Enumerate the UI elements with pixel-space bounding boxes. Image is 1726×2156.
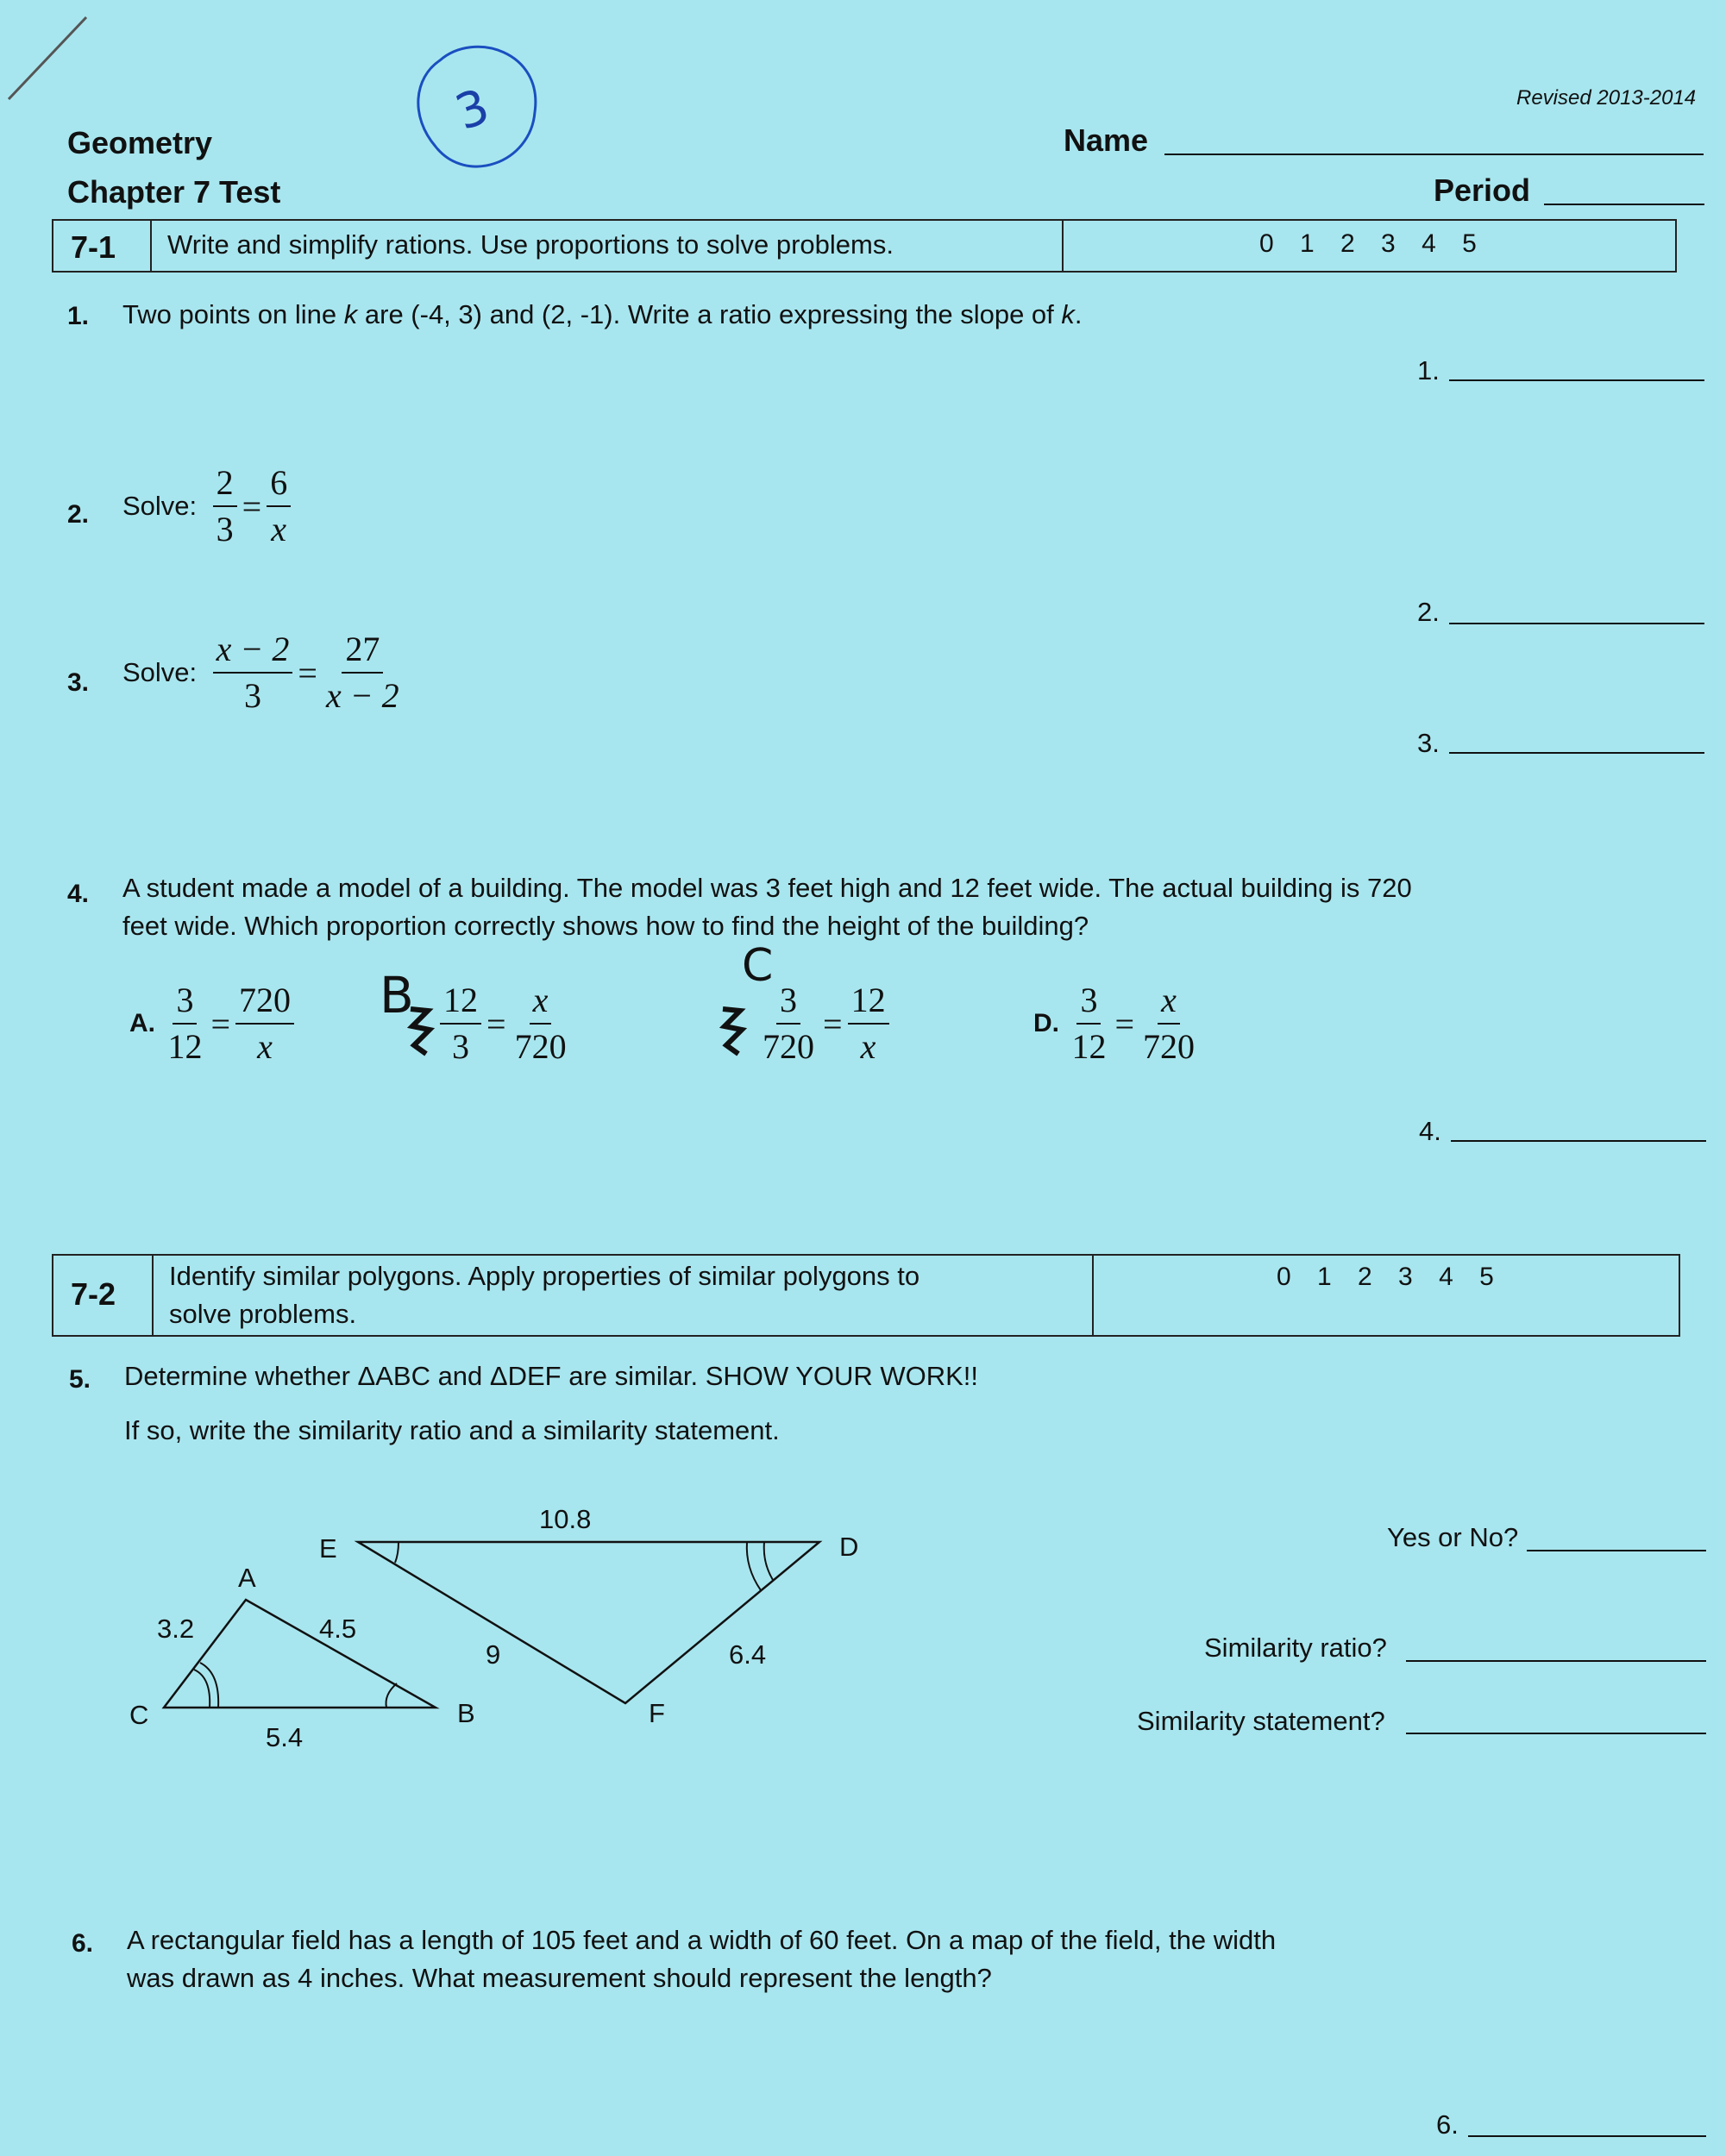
rubric-scale: 0 1 2 3 4 5 [1259,229,1477,258]
answer-3-field[interactable] [1449,752,1704,754]
question-5-line1: Determine whether ΔABC and ΔDEF are similar. SHOW YOUR WORK!! [124,1361,979,1391]
question-4-line1: A student made a model of a building. The model was 3 feet high and 12 feet wide. The actual building is 720 [122,873,1412,903]
angle-mark-e [395,1542,399,1563]
option-a[interactable]: A. $\frac{3}{12}$ = $\frac{720}{x}$ [129,983,294,1064]
yes-no-field[interactable] [1527,1550,1706,1551]
similarity-ratio-label: Similarity ratio? [1204,1633,1387,1663]
name-label: Name [1064,122,1149,158]
angle-mark-b [386,1683,398,1708]
answer-6-field[interactable] [1468,2135,1706,2137]
question-number: 4. [67,880,90,908]
angle-mark-d [747,1542,761,1590]
question-2-equation: Solve: $\frac{2}{3}$ = $\frac{6}{x}$ [122,466,291,547]
option-d[interactable]: D. $\frac{3}{12}$ = $\frac{x}{720}$ [1033,981,1196,1066]
vertex-c: C [129,1700,149,1730]
similarity-ratio-field[interactable] [1406,1660,1706,1662]
option-b[interactable]: $\frac{12}{3}$ = $\frac{x}{720}$ [440,983,570,1064]
answer-label: 2. [1417,597,1440,627]
angle-mark-d2 [764,1542,773,1580]
answer-4-field[interactable] [1451,1140,1706,1142]
question-number: 5. [69,1365,91,1394]
answer-1-field[interactable] [1449,379,1704,381]
triangles-figure [121,1501,897,1759]
question-number: 1. [67,302,90,330]
vertex-b: B [457,1698,475,1728]
similarity-statement-label: Similarity statement? [1137,1706,1385,1736]
side-cb-length: 5.4 [266,1722,304,1752]
option-c-letter: C [742,940,774,992]
section-code: 7-2 [71,1276,116,1312]
question-4-line2: feet wide. Which proportion correctly shows how to find the height of the building? [122,911,1089,941]
section-objective-line1: Identify similar polygons. Apply properties of similar polygons to [169,1261,920,1291]
rubric-7-2 [52,1254,1680,1337]
answer-2-field[interactable] [1449,623,1704,624]
side-ef-length: 9 [486,1639,501,1670]
circled-mark-text: 3 [448,78,497,142]
yes-no-label: Yes or No? [1387,1522,1519,1552]
test-title: Chapter 7 Test [67,174,281,210]
option-c[interactable]: $\frac{3}{720}$ = $\frac{12}{x}$ [759,983,889,1064]
similarity-statement-field[interactable] [1406,1733,1706,1734]
answer-label: 4. [1419,1116,1441,1146]
vertex-d: D [839,1532,859,1562]
question-5-line2: If so, write the similarity ratio and a similarity statement. [124,1415,780,1445]
period-field[interactable] [1544,204,1704,205]
side-ed-length: 10.8 [539,1504,592,1534]
question-number: 2. [67,500,90,529]
scribble-mark [404,1000,435,1061]
question-1-text: Two points on line k are (-4, 3) and (2, -1). Write a ratio expressing the slope of k. [122,299,1083,329]
vertex-f: F [649,1698,665,1728]
scribble-mark [716,1000,747,1061]
revised-note: Revised 2013-2014 [1516,86,1697,110]
rubric-7-1 [52,219,1677,273]
period-label: Period [1434,172,1531,208]
question-3-equation: Solve: $\frac{x - 2}{3}$ = $\frac{27}{x - 2}$ [122,630,399,715]
answer-label: 6. [1436,2109,1459,2140]
answer-label: 1. [1417,355,1440,385]
vertex-e: E [319,1533,337,1564]
option-b-letter: B [380,966,414,1025]
question-6-line2: was drawn as 4 inches. What measurement should represent the length? [127,1963,992,1993]
answer-label: 3. [1417,728,1440,758]
side-ac-length: 3.2 [157,1614,195,1644]
vertex-a: A [238,1563,256,1593]
question-number: 6. [72,1929,94,1958]
rubric-scale: 0 1 2 3 4 5 [1277,1263,1494,1291]
question-6-line1: A rectangular field has a length of 105 feet and a width of 60 feet. On a map of the field, the width [127,1925,1277,1955]
section-objective: Write and simplify rations. Use proportions to solve problems. [167,229,894,260]
name-field[interactable] [1164,154,1704,155]
question-number: 3. [67,668,90,697]
side-df-length: 6.4 [729,1639,767,1670]
triangle-abc [164,1600,436,1708]
section-objective-line2: solve problems. [169,1299,357,1329]
section-code: 7-1 [71,229,116,265]
pencil-stroke [0,0,104,112]
angle-mark-c [194,1670,210,1708]
course-title: Geometry [67,125,213,160]
side-ab-length: 4.5 [319,1614,357,1644]
